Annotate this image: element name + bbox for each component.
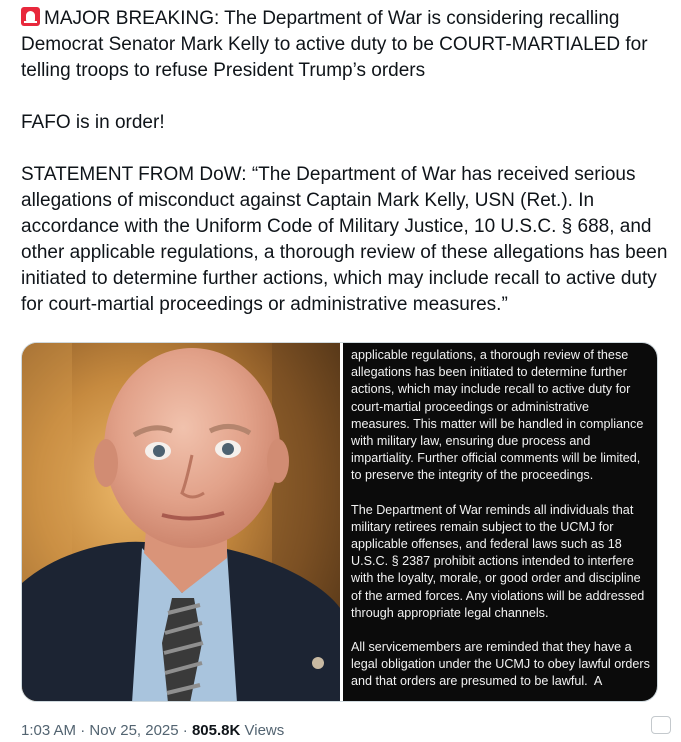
views-label: Views	[240, 722, 285, 739]
document-paragraph: All servicemembers are reminded that they have a legal obligation under the UCMJ to obey lawful orders and that orders are presumed to be lawful. A	[351, 640, 654, 689]
post-metadata	[21, 722, 284, 739]
views-count: 805.8K	[191, 722, 241, 739]
headline-text: MAJOR BREAKING: The Department of War is considering recalling Democrat Senator Mark Kelly to active duty to be COURT-MARTIALED for telling troops to refuse President Trump’s orders	[21, 8, 653, 81]
post-time[interactable]: 1:03 AM	[21, 722, 77, 739]
police-car-light-icon	[21, 7, 40, 26]
meta-separator: ·	[178, 722, 192, 739]
post-media[interactable]	[21, 342, 658, 702]
portrait-photo[interactable]	[22, 343, 340, 701]
post-statement: STATEMENT FROM DoW: “The Department of War has received serious allegations of misconduct against Captain Mark Kelly, USN (Ret.). In accordance with the Uniform Code of Military Justice, 10 U.S.C. § 688, and other applicable regulations, a thorough review of these allegations has been initiated to determine further actions, which may include recall to active duty for court-martial proceedings or administrative measures.”	[21, 164, 673, 315]
meta-separator: ·	[76, 722, 90, 739]
watermark-logo-icon	[651, 716, 671, 734]
post-line-2: FAFO is in order!	[21, 112, 165, 133]
post-date[interactable]: Nov 25, 2025	[89, 722, 179, 739]
post-text	[21, 6, 673, 318]
statement-document-image[interactable]	[343, 343, 657, 701]
post-headline	[21, 6, 669, 84]
portrait-illustration	[22, 343, 340, 701]
document-paragraph: The Department of War reminds all individuals that military retirees remain subject to the UCMJ for applicable offenses, and federal laws such as 18 U.S.C. § 2387 prohibit actions intended to interfere with the loyalty, morale, or good order and discipline of the armed forces. Any violations will be addressed through appropriate legal channels.	[351, 502, 648, 620]
watermark	[651, 716, 671, 734]
document-paragraph: applicable regulations, a thorough review of these allegations has been initiated to determine further actions, which may include recall to active duty for court-martial proceedings or administrative measures. This matter will be handled in compliance with military law, ensuring due process and impartiality. Further official comments will be limited, to preserve the integrity of the proceedings.	[351, 348, 647, 483]
